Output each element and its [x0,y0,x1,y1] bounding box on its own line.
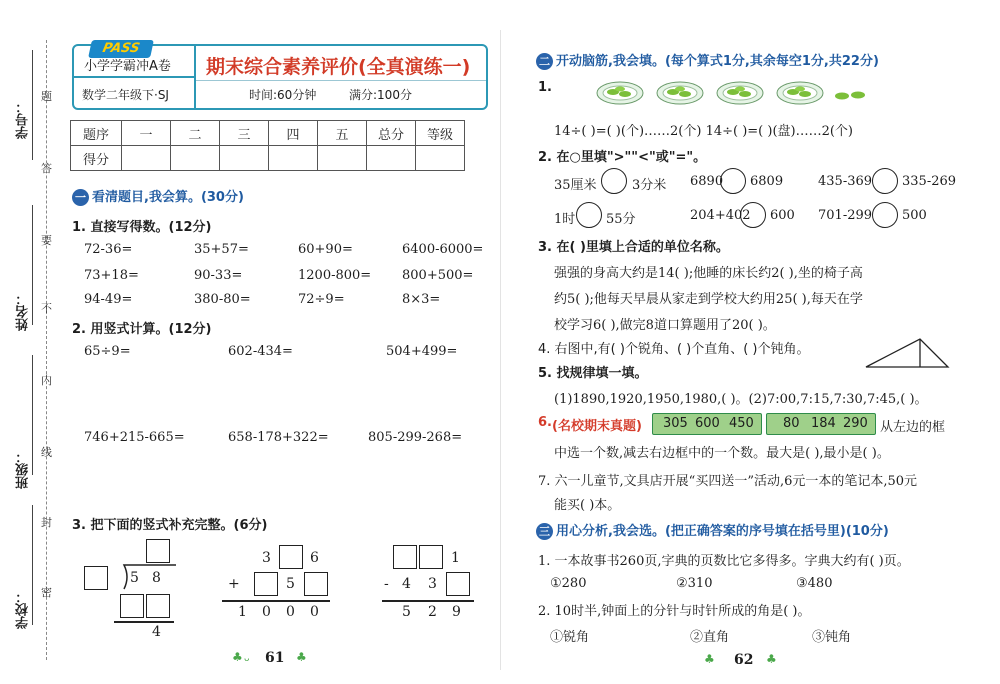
score-input-cell[interactable] [171,146,220,171]
seal-char: 答 [41,162,52,175]
compare-right: 500 [902,208,927,223]
compare-circle[interactable] [576,202,602,228]
question-text: 能买( )本。 [554,498,621,513]
compare-right: 6809 [750,174,784,189]
box-number: 305 [663,416,688,431]
answer-box[interactable] [84,566,108,590]
digit: 9 [452,604,461,620]
compare-circle[interactable] [601,168,627,194]
digit: 5 [402,604,411,620]
compare-left: 701-299 [818,208,873,223]
question-title: 1. 直接写得数。(12分) [72,220,212,235]
page-divider [500,30,501,670]
oral-calc-item: 800+500= [402,268,474,283]
table-cell: 二 [171,121,220,146]
compare-circle[interactable] [720,168,746,194]
vertical-calc-item: 658-178+322= [228,430,329,445]
section-badge: 一 [72,189,89,206]
student-name-label: 姓名： [16,292,31,331]
class-line[interactable] [32,355,33,475]
sprout-icon: ♣ [296,650,307,664]
fill-unit-line: 校学习6( ),做完8道口算题用了20( )。 [554,318,776,333]
section-2-title [536,50,879,70]
vertical-calc-item: 602-434= [228,344,293,359]
choice-option[interactable]: ②直角 [690,630,730,645]
header-divider [74,76,194,78]
seal-dashed-line [46,40,47,660]
table-cell: 一 [122,121,171,146]
dumpling-icon [834,88,874,106]
oral-calc-item: 90-33= [194,268,243,283]
grade-label: 数学二年级下·SJ [82,88,169,102]
header-divider [196,80,486,81]
series-name: 小学学霸冲A卷 [84,59,171,74]
oral-calc-item: 1200-800= [298,268,372,283]
page-number: 61 [265,650,285,666]
triangle-figure [864,336,950,374]
table-cell: 三 [220,121,269,146]
student-id-label: 学号： [16,100,31,139]
answer-box[interactable] [146,539,170,563]
compare-circle[interactable] [740,202,766,228]
score-input-cell[interactable] [269,146,318,171]
table-cell: 总分 [367,121,416,146]
difference-line [382,600,474,602]
digit: 0 [286,604,295,620]
division-line [114,621,174,623]
compare-left: 204+402 [690,208,751,223]
answer-box[interactable] [254,572,278,596]
question-text: 7. 六一儿童节,文具店开展“买四送一”活动,6元一本的笔记本,50元 [538,474,918,489]
question-title: 2. 在○里填">""<"或"="。 [538,150,707,165]
answer-box[interactable] [120,594,144,618]
oral-calc-item: 380-80= [194,292,251,307]
question-text: 中选一个数,减去右边框中的一个数。最大是( ),最小是( )。 [554,446,890,461]
number-box-left [652,413,762,435]
compare-circle[interactable] [872,168,898,194]
section-badge: 二 [536,53,553,70]
seal-char: 密 [41,586,52,599]
box-number: 80 [783,416,800,431]
pass-logo: PASS [88,40,154,58]
question-title: 3. 在( )里填上合适的单位名称。 [538,240,729,255]
digit: 6 [310,550,319,566]
choice-option[interactable]: ①锐角 [550,630,590,645]
oral-calc-item: 94-49= [84,292,133,307]
digit: 5 [286,576,295,592]
section-title-text: 用心分析,我会选。(把正确答案的序号填在括号里)(10分) [556,524,889,539]
digit: 1 [238,604,247,620]
exam-time: 时间:60分钟 [249,88,317,102]
answer-box[interactable] [304,572,328,596]
digit: 0 [262,604,271,620]
exam-title: 期末综合素养评价(全真演练一) [206,56,471,78]
plate-icon [716,80,764,110]
sprout-icon: ♣ [232,650,243,664]
oral-calc-item: 72÷9= [298,292,345,307]
student-name-line[interactable] [32,205,33,325]
exam-source-tag: (名校期末真题) [552,419,642,434]
student-id-line[interactable] [32,50,33,160]
header-divider [194,46,196,108]
digit: 4 [402,576,411,592]
compare-left: 435-369 [818,174,873,189]
digit: 0 [310,604,319,620]
plate-icon [596,80,644,110]
digit: 3 [262,550,271,566]
digit: 2 [428,604,437,620]
oral-calc-item: 35+57= [194,242,249,257]
division-bracket [118,564,176,590]
compare-left: 35厘米 [554,178,597,193]
score-input-cell[interactable] [367,146,416,171]
choice-question: 1. 一本故事书260页,字典的页数比它多得多。字典大约有( )页。 [538,554,910,569]
answer-box[interactable] [393,545,417,569]
pattern-line: (1)1890,1920,1950,1980,( )。(2)7:00,7:15,7:30,7:45,( )。 [554,392,928,407]
choice-option[interactable]: ②310 [676,576,713,591]
box-number: 184 [811,416,836,431]
question-number: 6. [538,415,552,430]
minus-sign: - [384,576,389,592]
class-label: 班级： [16,450,31,489]
vertical-calc-item: 805-299-268= [368,430,463,445]
plus-sign: + [228,576,240,592]
seal-char: 要 [41,234,52,247]
section-1-title [72,186,244,206]
box-number: 450 [729,416,754,431]
compare-right: 600 [770,208,795,223]
oral-calc-item: 60+90= [298,242,353,257]
digit: 1 [451,550,460,566]
answer-box[interactable] [146,594,170,618]
table-cell: 等级 [416,121,465,146]
answer-box[interactable] [419,545,443,569]
score-input-cell[interactable] [416,146,465,171]
number-box-right [766,413,876,435]
section-badge: 三 [536,523,553,540]
school-label: 学校： [16,590,31,629]
compare-right: 55分 [606,212,636,227]
seal-char: 内 [41,374,52,387]
question-title: 2. 用竖式计算。(12分) [72,322,212,337]
oral-calc-item: 73+18= [84,268,139,283]
choice-option[interactable]: ③钝角 [812,630,852,645]
seal-char: 线 [41,446,52,459]
exam-full-score: 满分:100分 [349,88,412,102]
compare-circle[interactable] [872,202,898,228]
vertical-calc-item: 504+499= [386,344,458,359]
plate-icon [656,80,704,110]
question-text: 从左边的框 [880,420,946,435]
sprout-icon: ♣ [766,652,777,666]
sprout-icon: ♣ [704,652,715,666]
score-table-score-row [71,146,465,171]
choice-question: 2. 10时半,钟面上的分针与时针所成的角是( )。 [538,604,811,619]
school-line[interactable] [32,505,33,625]
answer-box[interactable] [279,545,303,569]
angle-question: 4. 右图中,有( )个锐角、( )个直角、( )个钝角。 [538,342,810,357]
answer-box[interactable] [446,572,470,596]
box-number: 290 [843,416,868,431]
section-title-text: 开动脑筋,我会填。(每个算式1分,其余每空1分,共22分) [556,54,879,69]
compare-left: 1时 [554,212,576,227]
sprout-icon: ᴗ [244,654,250,664]
question-number: 1. [538,80,552,95]
plate-icon [776,80,824,110]
digit: 3 [428,576,437,592]
score-table-header-row [71,121,465,146]
score-input-cell[interactable] [220,146,269,171]
sum-line [222,600,330,602]
table-cell: 四 [269,121,318,146]
table-cell: 五 [318,121,367,146]
question-title: 5. 找规律填一填。 [538,366,648,381]
digit: 8 [152,570,161,586]
vertical-calc-item: 746+215-665= [84,430,185,445]
score-table [70,120,465,171]
compare-right: 3分米 [632,178,667,193]
fill-unit-line: 强强的身高大约是14( );他睡的床长约2( ),坐的椅子高 [554,266,863,281]
section-3-title [536,520,889,540]
digit: 5 [130,570,139,586]
box-number: 600 [695,416,720,431]
section-title-text: 看清题目,我会算。(30分) [92,190,244,205]
division-remainder-line: 14÷( )=( )(个)……2(个) 14÷( )=( )(盘)……2(个) [554,124,854,139]
compare-left: 6890 [690,174,724,189]
oral-calc-item: 8×3= [402,292,441,307]
score-input-cell[interactable] [122,146,171,171]
fill-unit-line: 约5( );他每天早晨从家走到学校大约用25( ),每天在学 [554,292,863,307]
score-input-cell[interactable] [318,146,367,171]
seal-char: 不 [41,302,52,315]
table-cell: 得分 [71,146,122,171]
table-cell: 题序 [71,121,122,146]
compare-right: 335-269 [902,174,957,189]
choice-option[interactable]: ①280 [550,576,587,591]
seal-char: 封 [41,516,52,529]
question-title: 3. 把下面的竖式补充完整。(6分) [72,518,268,533]
seal-char: 题 [41,90,52,103]
choice-option[interactable]: ③480 [796,576,833,591]
digit: 4 [152,624,161,640]
oral-calc-item: 72-36= [84,242,133,257]
oral-calc-item: 6400-6000= [402,242,484,257]
vertical-calc-item: 65÷9= [84,344,131,359]
page-number: 62 [734,652,754,668]
